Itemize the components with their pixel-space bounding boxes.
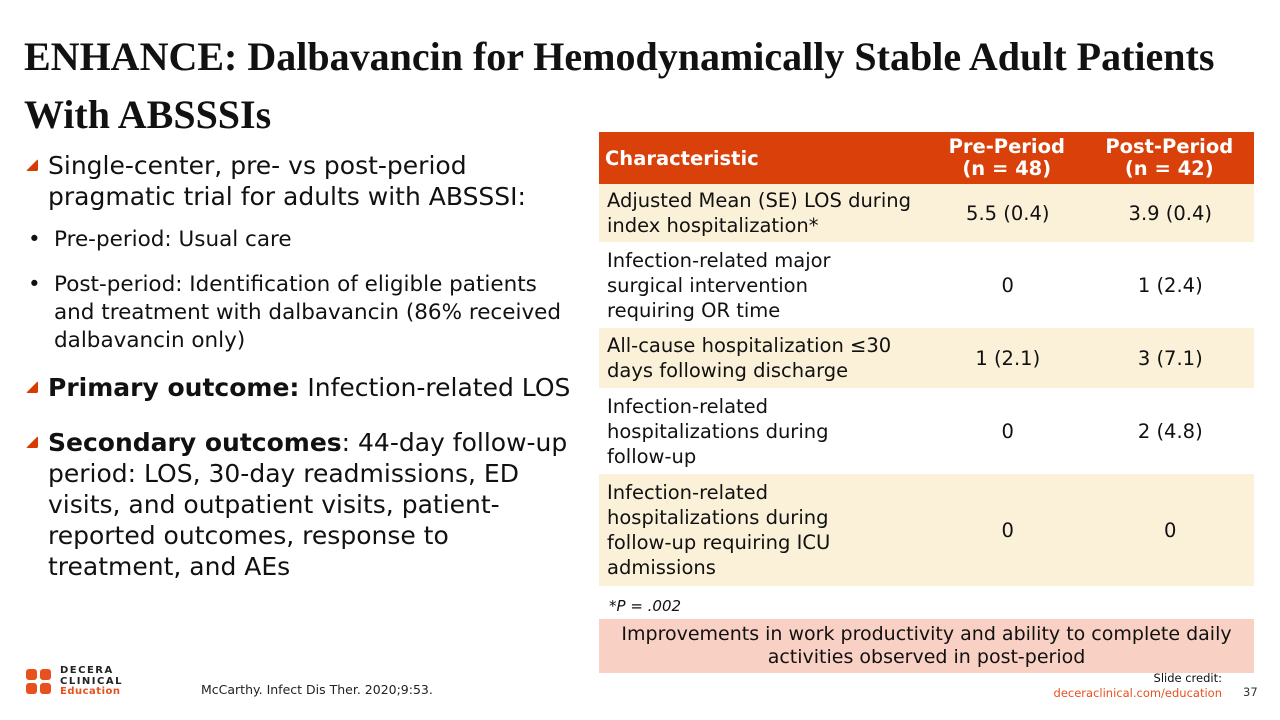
table-row [599,388,1254,474]
sub-bullet-post-period-text: Post-period: Identification of eligible patients and treatment with dalbavancin (86% received dalbavancin only) [54,272,562,353]
bullet-list [24,150,574,596]
logo-line-2: CLINICAL [60,675,123,687]
row-pre-value: 0 [929,388,1085,474]
row-post-value: 2 (4.8) [1085,388,1254,474]
secondary-outcomes-label: Secondary outcomes [48,428,342,457]
bullet-primary-outcome [24,372,574,403]
logo-line-1: DECERA [60,665,114,676]
results-table [599,132,1254,586]
orange-bullet-icon [26,381,38,393]
bullet-study-design-text: Single-center, pre- vs post-period pragmatic trial for adults with ABSSSI: [48,151,526,211]
decera-logo-icon [26,669,52,695]
row-post-value: 0 [1085,474,1254,586]
row-pre-value: 0 [929,242,1085,328]
row-post-value: 3 (7.1) [1085,328,1254,388]
summary-callout: Improvements in work productivity and ability to complete daily activities observed in post-period [599,619,1254,673]
primary-outcome-text: Infection-related LOS [299,373,571,402]
logo-line-3: Education [60,686,121,697]
row-pre-value: 5.5 (0.4) [929,184,1085,242]
table-footnote: *P = .002 [609,597,682,615]
page-number: 37 [1243,685,1258,699]
row-label: Adjusted Mean (SE) LOS during index hospitalization* [599,184,929,242]
bullet-study-design [24,150,574,212]
bullet-dot-icon: • [28,227,41,252]
row-pre-value: 1 (2.1) [929,328,1085,388]
table-row [599,328,1254,388]
slide-credit-link[interactable]: deceraclinical.com/education [1053,686,1222,700]
bullet-dot-icon: • [28,272,41,297]
table-row [599,474,1254,586]
row-label: Infection-related hospitalizations during follow-up requiring ICU admissions [599,474,929,586]
slide-title: ENHANCE: Dalbavancin for Hemodynamically Stable Adult Patients With ABSSSIs [24,34,1215,137]
table-row [599,184,1254,242]
sub-bullet-pre-period [24,226,574,254]
table-header-row [599,132,1254,184]
decera-logo [26,666,123,698]
row-label: Infection-related hospitalizations during follow-up [599,388,929,474]
orange-bullet-icon [26,159,38,171]
row-post-value: 3.9 (0.4) [1085,184,1254,242]
header-characteristic: Characteristic [599,132,929,184]
header-post-period-text: Post-Period (n = 42) [1105,135,1234,180]
secondary-outcomes-text: : 44-day follow-up period: LOS, 30-day readmissions, ED visits, and outpatient visits, patient-reported outcomes, response to treatment, and AEs [48,428,568,581]
citation: McCarthy. Infect Dis Ther. 2020;9:53. [201,682,433,697]
bullet-secondary-outcomes [24,427,574,582]
header-pre-period [929,132,1085,184]
table-row [599,242,1254,328]
orange-bullet-icon [26,436,38,448]
row-label: Infection-related major surgical intervention requiring OR time [599,242,929,328]
sub-bullet-post-period [24,271,574,355]
sub-bullet-pre-period-text: Pre-period: Usual care [54,227,292,252]
slide-credit-label: Slide credit: [1153,671,1222,685]
header-post-period [1085,132,1254,184]
primary-outcome-label: Primary outcome: [48,373,300,402]
slide-credit [1054,671,1222,701]
row-post-value: 1 (2.4) [1085,242,1254,328]
header-pre-period-text: Pre-Period (n = 48) [948,135,1065,180]
row-pre-value: 0 [929,474,1085,586]
row-label: All-cause hospitalization ≤30 days following discharge [599,328,929,388]
